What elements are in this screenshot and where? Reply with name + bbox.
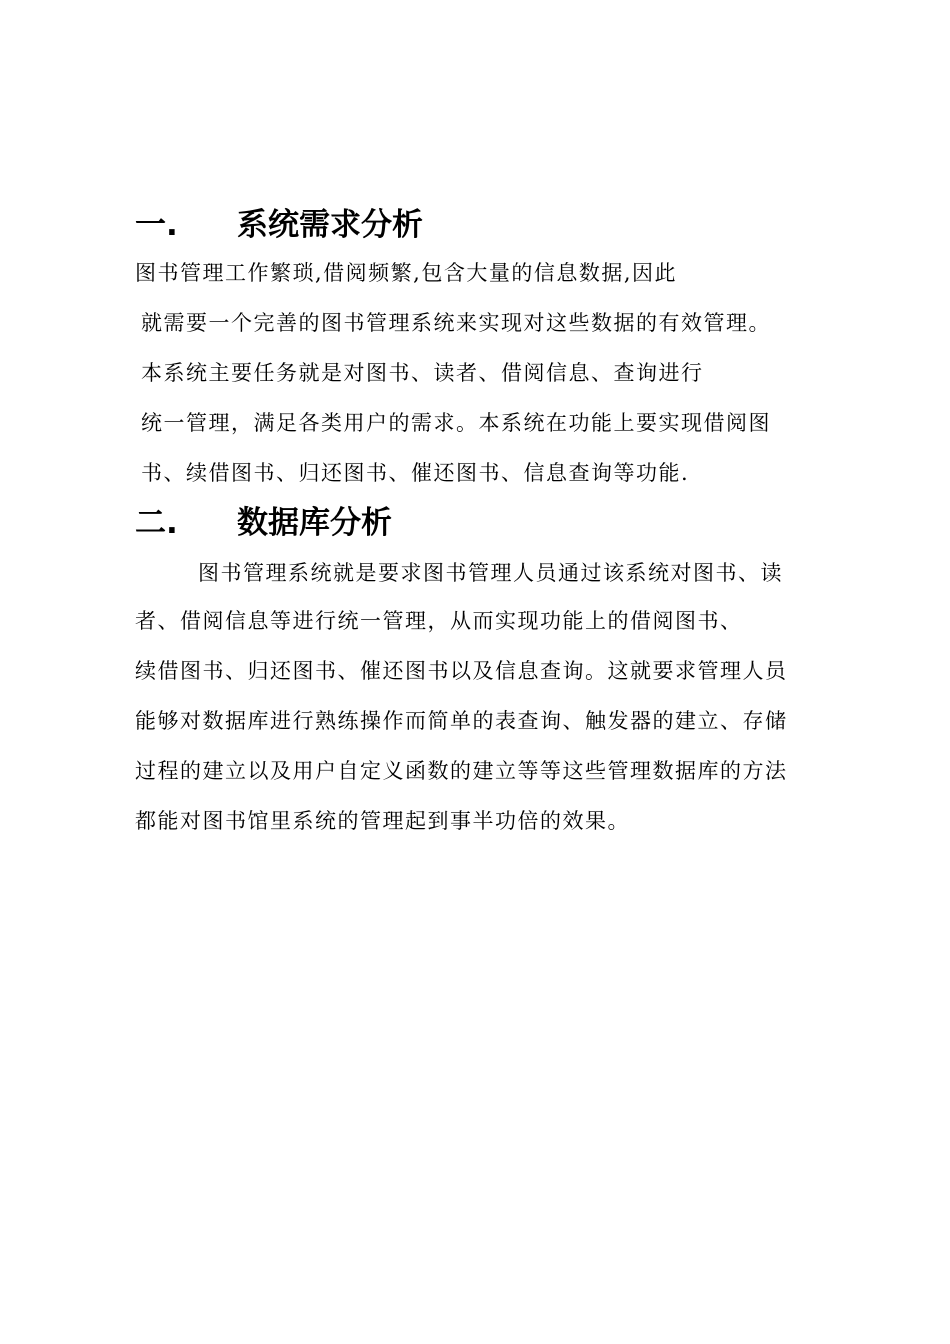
section-1-heading [135, 205, 423, 245]
section-1-number: 一. [135, 207, 178, 243]
section-1-line-2: 就需要一个完善的图书管理系统来实现对这些数据的有效管理。 [141, 311, 771, 335]
section-2-line-3: 续借图书、归还图书、催还图书以及信息查询。这就要求管理人员 [135, 659, 788, 683]
section-2-number: 二. [135, 505, 178, 541]
section-1-line-4: 统一管理，满足各类用户的需求。本系统在功能上要实现借阅图 [141, 411, 771, 435]
section-2-line-1: 图书管理系统就是要求图书管理人员通过该系统对图书、读 [198, 561, 783, 585]
section-2-line-6: 都能对图书馆里系统的管理起到事半功倍的效果。 [135, 809, 630, 833]
section-2-line-2: 者、借阅信息等进行统一管理，从而实现功能上的借阅图书、 [135, 609, 743, 633]
section-1-line-3: 本系统主要任务就是对图书、读者、借阅信息、查询进行 [141, 361, 704, 385]
section-2-line-5: 过程的建立以及用户自定义函数的建立等等这些管理数据库的方法 [135, 759, 788, 783]
section-2-title: 数据库分析 [237, 505, 392, 541]
section-1-title: 系统需求分析 [237, 207, 423, 243]
section-2-heading [135, 503, 392, 543]
section-2-line-4: 能够对数据库进行熟练操作而简单的表查询、触发器的建立、存储 [135, 709, 788, 733]
section-1-line-5: 书、续借图书、归还图书、催还图书、信息查询等功能. [141, 461, 690, 485]
section-1-line-1: 图书管理工作繁琐,借阅频繁,包含大量的信息数据,因此 [135, 261, 678, 285]
